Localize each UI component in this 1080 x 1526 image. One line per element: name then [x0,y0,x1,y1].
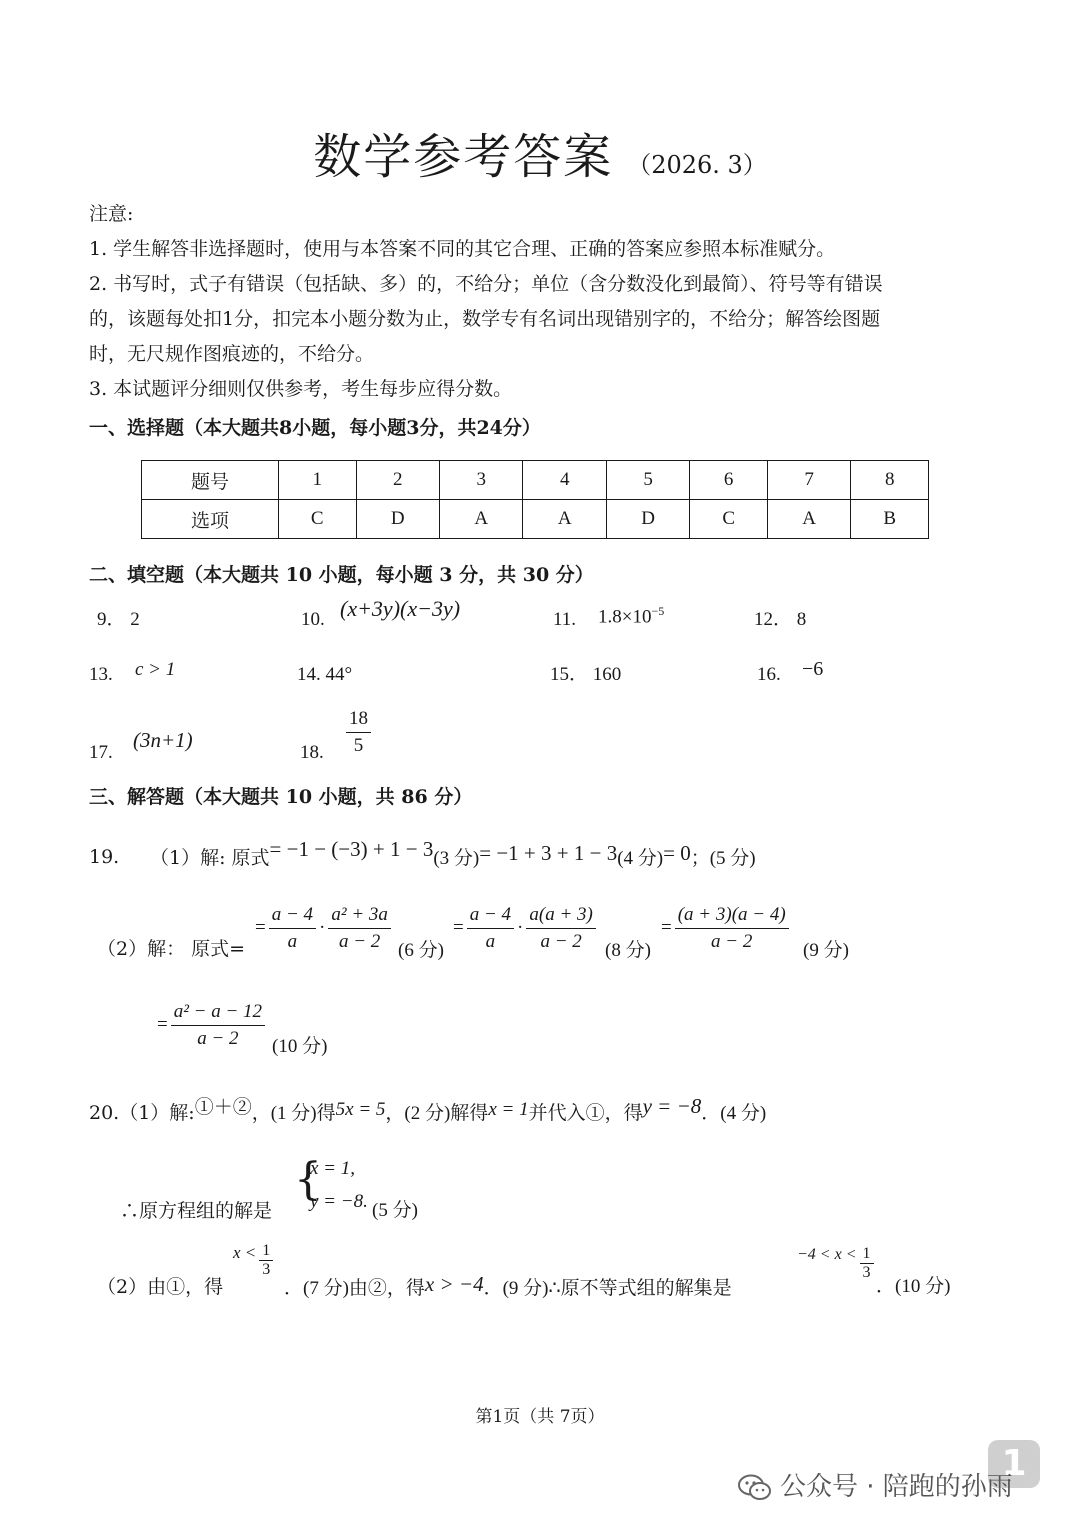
q9-value: 2 [130,609,140,630]
section-2-heading: 二、填空题（本大题共 10 小题，每小题 3 分，共 30 分） [89,564,594,586]
q20-ineq1 [233,1242,276,1279]
q20-sub-text: 并代入①，得 [528,1102,643,1124]
q19-p1-expr2: = −1 + 3 + 1 − 3 [479,841,618,865]
q12-label: 12． [754,609,793,630]
q19-p1-score1: (3 分) [433,848,480,869]
q20-ineq3 [797,1245,877,1282]
q20-sys-line1: x = 1, [310,1158,356,1179]
q20-score10: ．(10 分) [876,1276,951,1297]
table-cell: 8 [851,461,929,500]
q19-f1-den: a [287,931,298,952]
q11-mantissa: 1.8×10 [598,606,652,628]
title-date: （2026. 3） [627,151,767,179]
q19-f2-den: a − 2 [338,931,381,952]
q17-value: (3n+1) [133,728,193,752]
q9-answer [97,609,140,631]
notes-heading: 注意: [89,203,134,225]
q20-ineq1-lhs: x < [233,1243,257,1263]
table-cell: B [851,500,929,539]
q20-p2-prefix: （2）由①，得 [97,1276,224,1298]
q19-f3-num: a − 4 [467,902,514,929]
q19-f3-den: a [485,931,496,952]
q20-ineq3-num: 1 [860,1245,874,1264]
table-cell: D [356,500,439,539]
q20-system-prefix: ∴原方程组的解是 [120,1200,273,1222]
table-cell: A [767,500,850,539]
q18-denominator: 5 [353,735,364,756]
q19-p1-prefix: （1）解: 原式 [150,847,270,869]
q20-p2-mid [284,1272,732,1300]
q20-score2: ，(2 分)解得 [385,1103,489,1124]
table-cell: C [279,500,357,539]
q19-p2-step4: = $\frac{\text{a² − a − 12}}{a - 2}$ [157,999,268,1052]
q15-answer [550,664,621,686]
q11-value [598,604,664,628]
table-row [142,500,929,539]
q19-f5-num: (a + 3)(a − 4) [675,902,789,929]
q17-label: 17. [89,742,113,763]
q13-value: c > 1 [135,659,176,680]
note-1: 1. 学生解答非选择题时，使用与本答案不同的其它合理、正确的答案应参照本标准赋分。 [89,238,836,260]
table-header-cell: 选项 [142,500,279,539]
watermark [738,1466,1013,1503]
q20-score7: ．(7 分)由②，得 [284,1278,425,1299]
q19-f4-den: a − 2 [540,931,582,952]
q14-label: 14. [297,664,321,685]
q20-score5: (5 分) [372,1200,418,1221]
q19-label: 19. [89,846,120,868]
q19-f2-num: a² + 3a [328,902,391,929]
answer-table [141,460,929,539]
q20-ineq1-num: 1 [259,1242,273,1261]
table-cell: C [690,500,768,539]
table-cell: A [440,500,523,539]
wechat-icon [738,1474,772,1502]
q12-answer [754,609,806,631]
section-1-heading: 一、选择题（本大题共8小题，每小题3分，共24分） [89,417,541,439]
watermark-text: 公众号 · 陪跑的孙雨 [780,1472,1013,1502]
q20-label: 20.（1）解: [89,1102,195,1124]
q19-score10: (10 分) [272,1036,328,1057]
q15-label: 15． [550,664,589,685]
q19-f6-num: a² − a − 12 [171,999,265,1026]
q19-p1-score2: (4 分) [617,848,664,869]
page-title [0,118,1080,187]
q19-p1-tail: ；(5 分) [690,848,756,869]
q20-p1-line [89,1094,767,1125]
q19-f5-den: a − 2 [711,931,753,952]
q20-system-brace: { [294,1154,322,1205]
q18-label: 18. [300,742,324,763]
q19-p2-step3: = $\frac{(a + 3)(a - 4)}{a - 2}$ [661,902,792,955]
q20-ineq3-den: 3 [862,1264,871,1281]
q18-fraction [343,706,374,759]
q20-step-expr: ①＋② [194,1097,252,1118]
q19-p1-expr3: = 0 [663,841,691,865]
q14-answer [297,664,352,686]
q20-ineq2: x > −4 [424,1272,484,1296]
title-text: 数学参考答案 [313,129,614,185]
q19-score9: (9 分) [803,940,849,961]
q19-f4-num: a(a + 3) [526,902,595,929]
q20-ineq1-den: 3 [262,1261,271,1278]
q13-label: 13. [89,664,113,685]
q10-label: 10. [301,609,325,630]
q20-score1: ，(1 分)得 [251,1103,336,1124]
q19-f6-den: a − 2 [197,1028,239,1049]
q19-score8: (8 分) [605,940,651,961]
q10-value: (x+3y)(x−3y) [340,596,461,621]
q20-eq3: y = −8 [642,1094,702,1118]
table-cell: A [523,500,606,539]
page-number: 第1页（共 7页） [475,1407,605,1427]
q19-p2-step1: = $\frac{a - 4}{a}$ · $\frac{\text{a² + 3a}}{a - 2}$ [255,902,394,955]
q20-score4: ．(4 分) [701,1103,767,1124]
q11-label: 11. [553,609,577,630]
note-3: 3. 本试题评分细则仅供参考，考生每步应得分数。 [89,378,513,400]
q18-numerator: 18 [346,706,371,733]
q19-score6: (6 分) [398,940,444,961]
note-2-line-1: 2. 书写时，式子有错误（包括缺、多）的，不给分；单位（含分数没化到最简）、符号等有错误 [89,273,883,295]
q16-value: −6 [802,658,824,680]
table-cell: 4 [523,461,606,500]
table-cell: 3 [440,461,523,500]
q20-score9: ．(9 分)∴原不等式组的解集是 [483,1278,732,1299]
q19-p1-line [150,837,756,870]
q19-p2-step2: = $\frac{a - 4}{a}$ · $\frac{a(a + 3)}{a - 2}$ [453,902,599,955]
q15-value: 160 [592,664,622,685]
section-3-heading: 三、解答题（本大题共 10 小题，共 86 分） [89,786,473,808]
note-2-line-2: 的，该题每处扣1分，扣完本小题分数为止，数学专有名词出现错别字的，不给分；解答绘图题 [89,308,881,330]
q19-f1-num: a − 4 [269,902,316,929]
table-cell: 1 [279,461,357,500]
table-cell: D [606,500,689,539]
page-badge: 1 [988,1440,1040,1488]
q20-sys-line2: y = −8. [310,1191,368,1212]
q19-p1-expr1: = −1 − (−3) + 1 − 3 [269,837,434,861]
q20-ineq3-lhs: −4 < x < [797,1246,857,1264]
q16-label: 16. [757,664,781,685]
table-row [142,461,929,500]
note-2-line-3: 时，无尺规作图痕迹的，不给分。 [89,343,375,365]
q19-p2-prefix: （2）解： 原式= [97,938,246,960]
table-cell: 5 [606,461,689,500]
q9-label: 9． [97,609,126,630]
q14-value: 44° [325,664,353,685]
table-header-cell: 题号 [142,461,279,500]
q20-eq2: x = 1 [488,1099,529,1120]
q20-eq1: 5x = 5 [335,1099,386,1120]
table-cell: 7 [767,461,850,500]
table-cell: 6 [690,461,768,500]
q11-exponent: −5 [651,604,665,618]
table-cell: 2 [356,461,439,500]
q12-value: 8 [796,609,807,630]
